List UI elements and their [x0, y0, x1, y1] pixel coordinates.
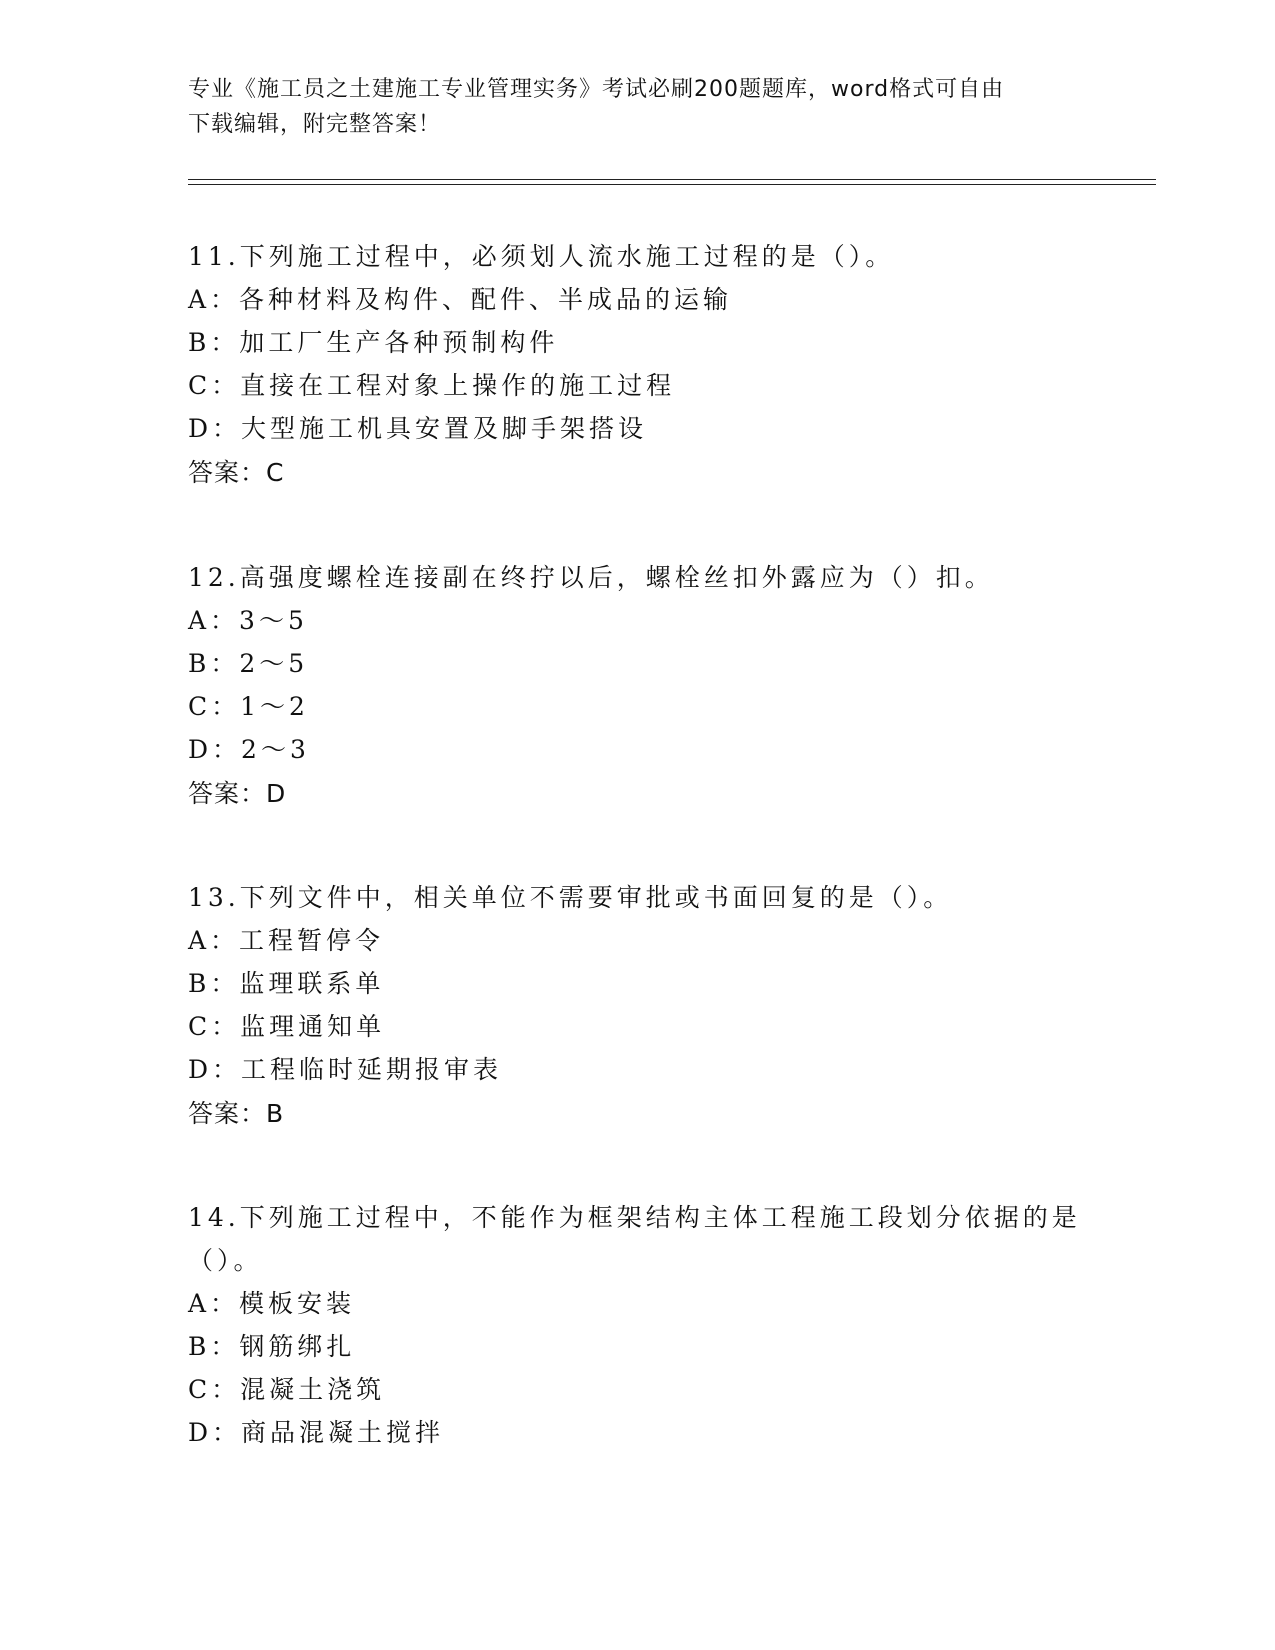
- answer: 答案：D: [188, 779, 287, 808]
- option-a: A：模板安装: [188, 1289, 356, 1318]
- option-c: C：混凝土浇筑: [188, 1375, 386, 1404]
- question-stem: 14.下列施工过程中，不能作为框架结构主体工程施工段划分依据的是（）。: [188, 1203, 1081, 1275]
- option-b: B：加工厂生产各种预制构件: [188, 328, 559, 357]
- question-12: [188, 556, 1088, 817]
- question-13: [188, 876, 1088, 1137]
- option-a: A：各种材料及构件、配件、半成品的运输: [188, 285, 733, 314]
- answer: 答案：C: [188, 458, 285, 487]
- option-c: C：1～2: [188, 692, 309, 721]
- option-d: D：商品混凝土搅拌: [188, 1418, 445, 1447]
- option-c: C：监理通知单: [188, 1012, 386, 1041]
- header-divider-top: [188, 179, 1156, 180]
- answer: 答案：B: [188, 1099, 285, 1128]
- option-d: D：2～3: [188, 735, 310, 764]
- option-d: D：工程临时延期报审表: [188, 1055, 503, 1084]
- option-b: B：钢筋绑扎: [188, 1332, 356, 1361]
- document-header: [188, 72, 1068, 142]
- option-b: B：2～5: [188, 649, 309, 678]
- option-d: D：大型施工机具安置及脚手架搭设: [188, 414, 648, 443]
- question-11: [188, 235, 1088, 496]
- question-14: [188, 1196, 1088, 1454]
- header-line-2: 下载编辑，附完整答案！: [188, 112, 442, 137]
- header-line-1: 专业《施工员之土建施工专业管理实务》考试必刷200题题库，word格式可自由: [188, 77, 1005, 102]
- option-b: B：监理联系单: [188, 969, 385, 998]
- question-stem: 13.下列文件中，相关单位不需要审批或书面回复的是（）。: [188, 883, 953, 912]
- question-stem: 12.高强度螺栓连接副在终拧以后，螺栓丝扣外露应为（）扣。: [188, 563, 994, 592]
- header-divider-bottom: [188, 184, 1156, 185]
- option-a: A：工程暂停令: [188, 926, 385, 955]
- question-stem: 11.下列施工过程中，必须划人流水施工过程的是（）。: [188, 242, 895, 271]
- option-c: C：直接在工程对象上操作的施工过程: [188, 371, 676, 400]
- option-a: A：3～5: [188, 606, 308, 635]
